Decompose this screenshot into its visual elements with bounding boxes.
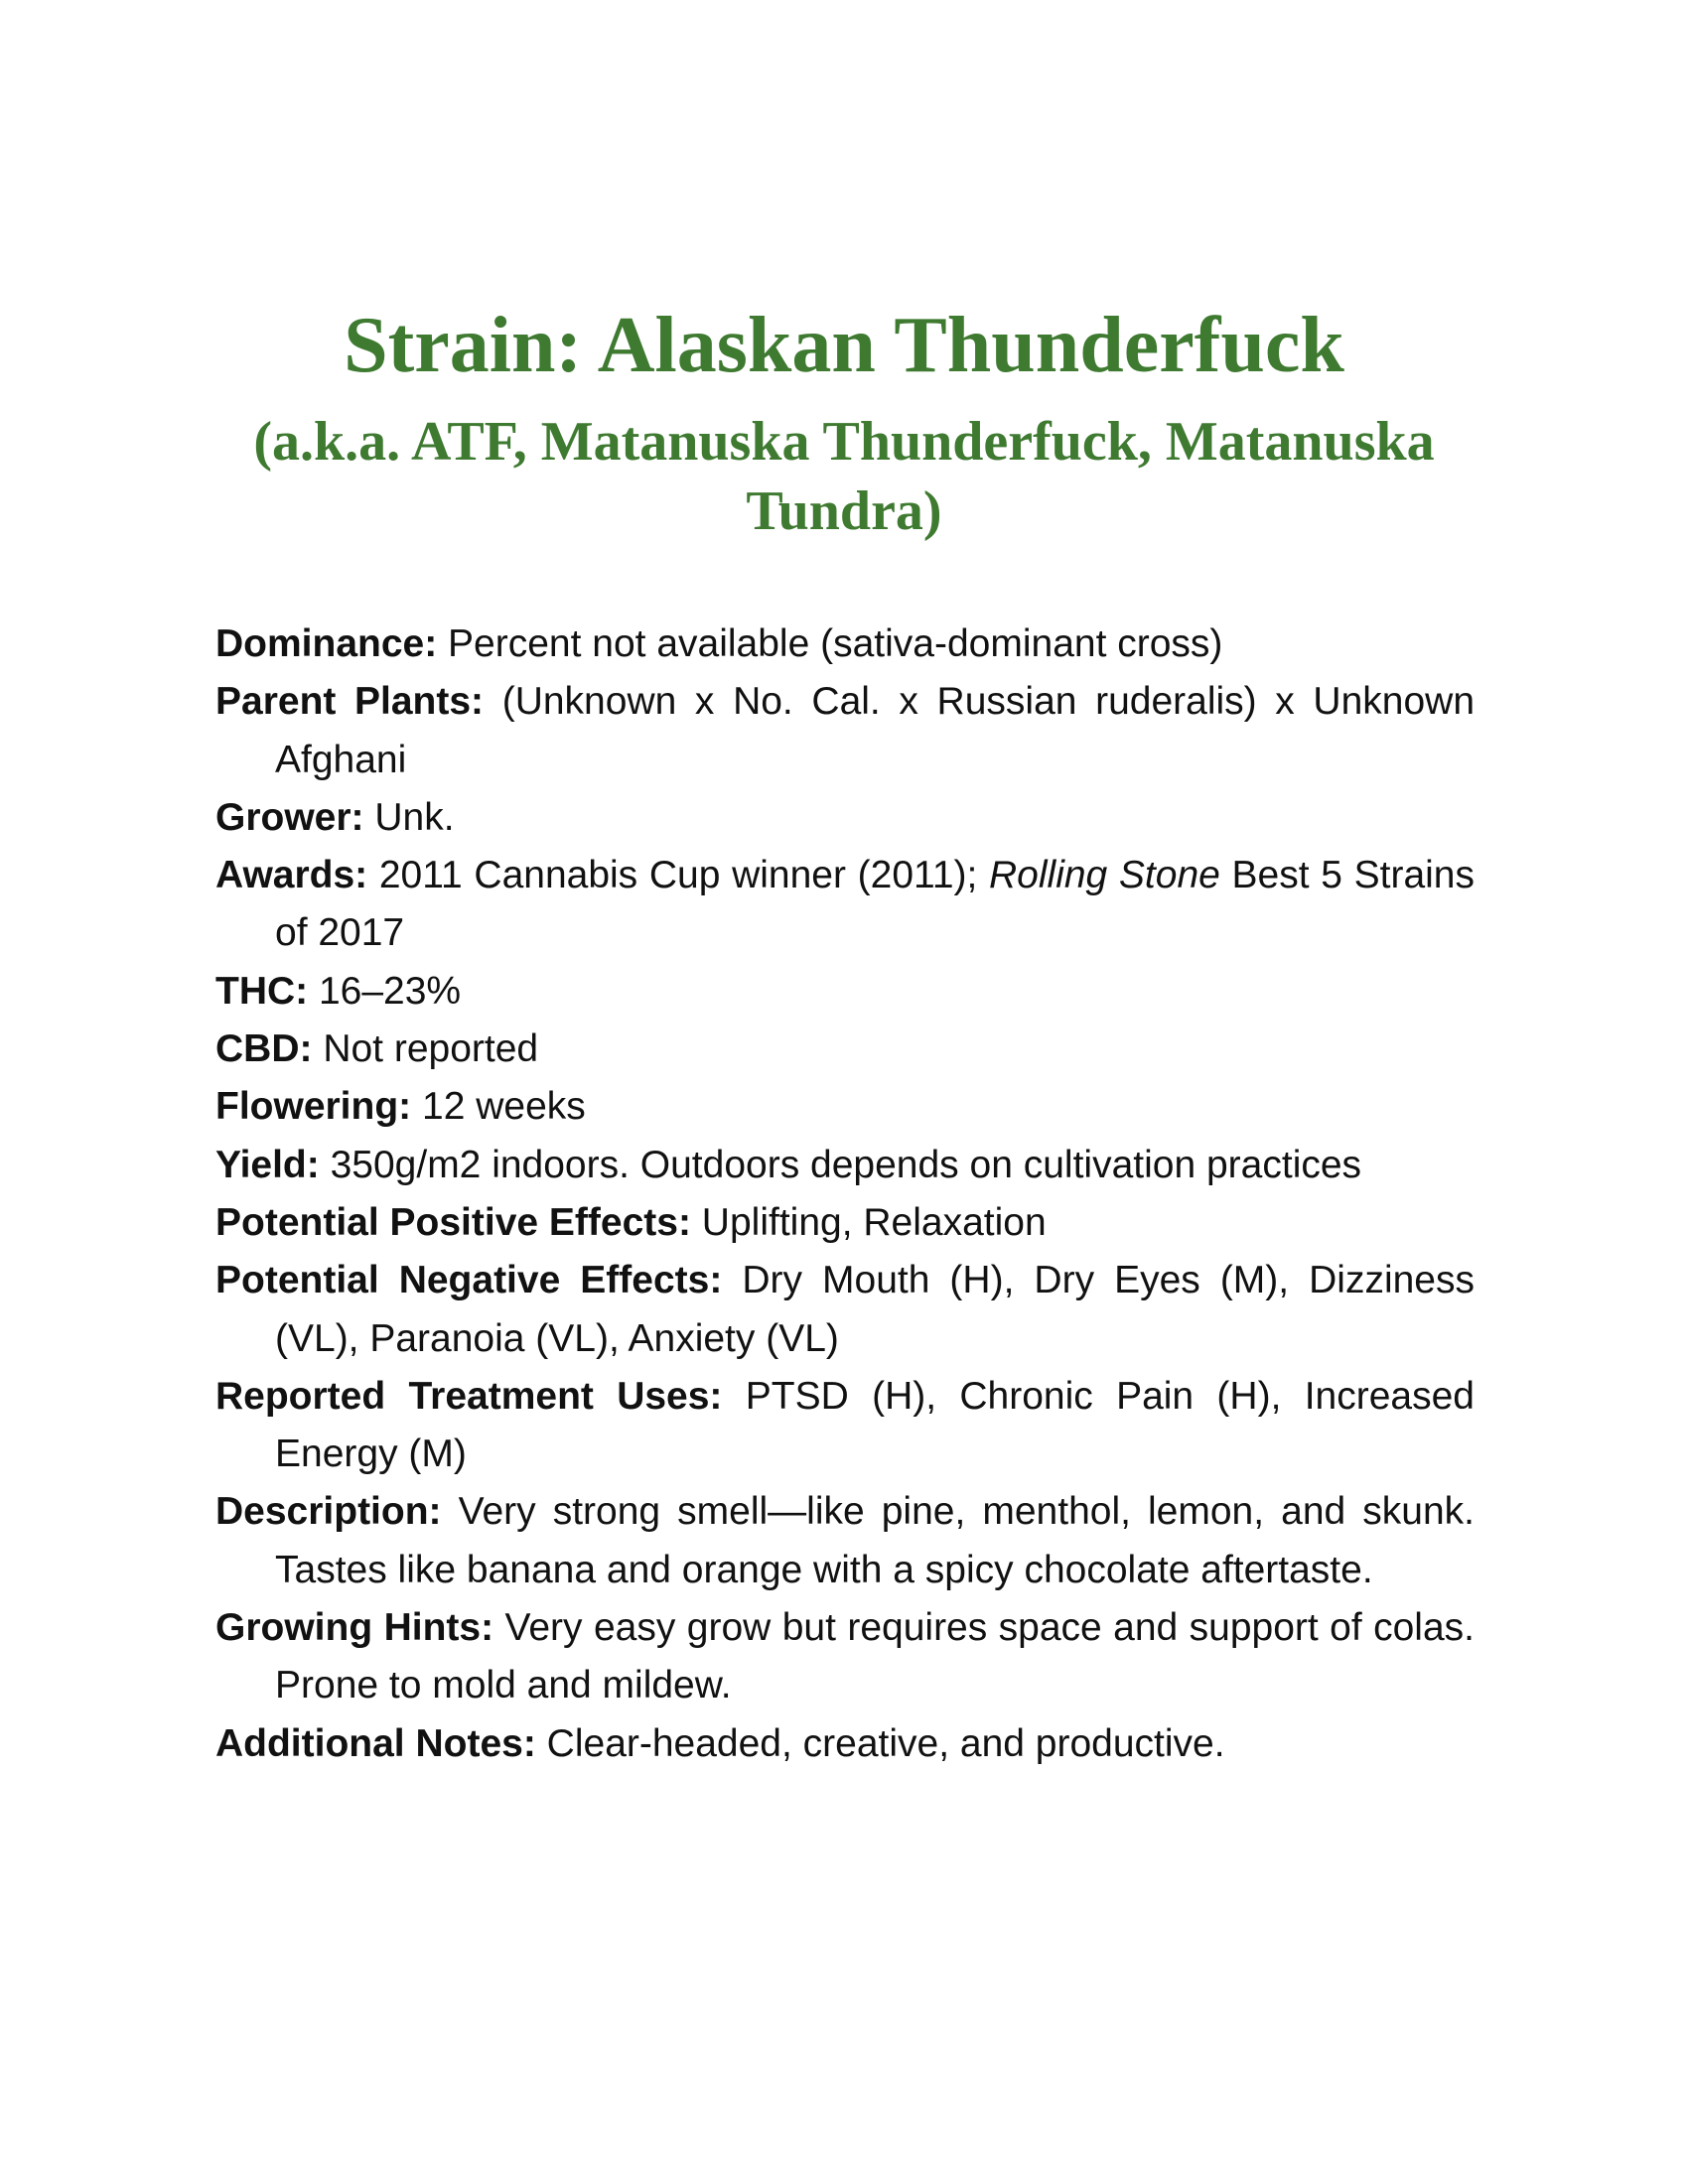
strain-aliases: (a.k.a. ATF, Matanuska Thunderfuck, Matanuska Tundra) (253, 411, 1435, 542)
field-label: Parent Plants: (215, 680, 485, 724)
field-value: Not reported (323, 1027, 539, 1071)
field-value: Best 5 Strains of 2017 (275, 854, 1475, 955)
field-description (215, 1483, 1475, 1599)
field-cbd (215, 1021, 1475, 1078)
field-label: Reported Treatment Uses: (215, 1374, 723, 1418)
field-value: 16–23% (318, 969, 462, 1013)
field-value: 350g/m2 indoors. Outdoors depends on cultivation practices (330, 1143, 1362, 1186)
strain-details-list (215, 615, 1475, 1773)
field-value: Very strong smell—like pine, menthol, lemon, and skunk. Tastes like banana and orange with a spicy chocolate aftertaste. (275, 1490, 1475, 1591)
field-positive-effects (215, 1194, 1475, 1252)
field-additional-notes (215, 1715, 1475, 1773)
field-value: Dry Mouth (H), Dry Eyes (M), Dizziness (VL), Paranoia (VL), Anxiety (VL) (275, 1259, 1475, 1360)
field-dominance (215, 615, 1475, 673)
strain-title: Strain: Alaskan Thunderfuck (344, 302, 1344, 389)
field-value: PTSD (H), Chronic Pain (H), Increased Energy (M) (275, 1374, 1475, 1476)
field-label: Grower: (215, 795, 364, 839)
field-label: CBD: (215, 1027, 313, 1071)
field-label: Yield: (215, 1143, 320, 1186)
field-label: Additional Notes: (215, 1721, 536, 1765)
field-awards (215, 847, 1475, 963)
field-label: Growing Hints: (215, 1606, 494, 1650)
field-value: Very easy grow but requires space and support of colas. Prone to mold and mildew. (275, 1606, 1475, 1707)
field-flowering (215, 1078, 1475, 1136)
field-label: Potential Positive Effects: (215, 1200, 691, 1244)
field-label: Flowering: (215, 1085, 412, 1129)
field-grower (215, 789, 1475, 847)
field-label: Description: (215, 1490, 442, 1534)
field-treatment-uses (215, 1368, 1475, 1484)
field-value: Clear-headed, creative, and productive. (546, 1721, 1225, 1765)
field-value: Percent not available (sativa-dominant cross) (448, 622, 1223, 665)
field-label: Dominance: (215, 622, 438, 665)
field-label: THC: (215, 969, 309, 1013)
field-label: Awards: (215, 854, 368, 897)
field-value: 12 weeks (422, 1085, 586, 1129)
field-value: 2011 Cannabis Cup winner (2011); (378, 854, 978, 897)
field-thc (215, 963, 1475, 1021)
field-value: Unk. (374, 795, 455, 839)
field-yield (215, 1137, 1475, 1194)
field-value: Uplifting, Relaxation (701, 1200, 1047, 1244)
field-parent-plants (215, 673, 1475, 789)
field-value: (Unknown x No. Cal. x Russian ruderalis) x Unknown Afghani (275, 680, 1476, 781)
field-value-italic: Rolling Stone (989, 854, 1220, 897)
field-growing-hints (215, 1599, 1475, 1715)
field-label: Potential Negative Effects: (215, 1259, 723, 1302)
field-negative-effects (215, 1252, 1475, 1368)
